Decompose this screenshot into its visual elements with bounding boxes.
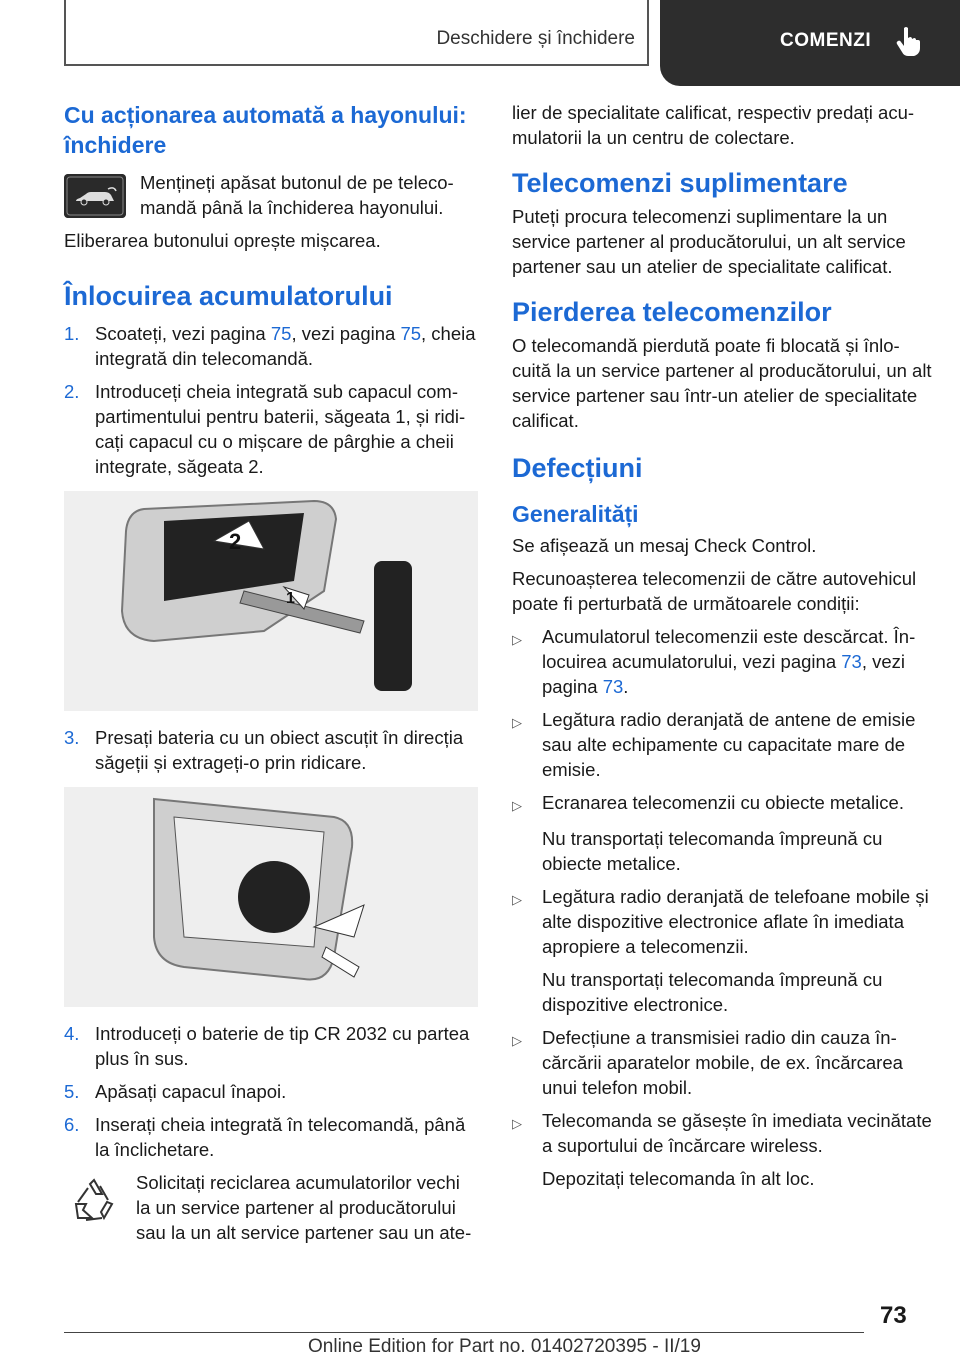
car-tailgate-icon <box>64 174 126 218</box>
heading-battery: Înlocuirea acumulatorului <box>64 281 393 311</box>
step-number: 4. <box>64 1023 80 1044</box>
arrow-label-1: 1 <box>286 590 295 607</box>
battery-illustration <box>64 787 478 1007</box>
list-item <box>512 1025 932 1100</box>
arrow-label-2: 2 <box>229 529 242 554</box>
auto-close-note <box>64 170 478 220</box>
heading-auto-close: Cu acționarea automată a hayonului: închidere <box>64 102 467 158</box>
list-item <box>64 379 478 479</box>
header-rule-left <box>64 0 66 66</box>
recycle-note <box>64 1170 478 1245</box>
footer-rule <box>64 1332 864 1333</box>
list-item <box>64 1021 478 1071</box>
list-item <box>64 725 478 775</box>
page-link[interactable]: 75 <box>400 323 422 344</box>
battery-illustration-svg <box>64 787 478 1007</box>
step-text: Scoateți, vezi pagina 75, vezi pagina 75, cheia integrată din telecomandă. <box>95 323 476 369</box>
fault-list-cont2 <box>512 1025 932 1158</box>
chapter-tab[interactable] <box>660 0 960 86</box>
footer-edition: Online Edition for Part no. 01402720395 - II/19 <box>308 1336 701 1357</box>
list-item <box>512 1108 932 1158</box>
recycle-icon <box>68 1174 120 1226</box>
bullet-triangle-icon: ▷ <box>512 798 522 813</box>
step-text: Presați bateria cu un obiect ascuțit în direcția săgeții și extrageți-o prin ridicare. <box>95 727 464 773</box>
continued-text: lier de specialitate calificat, respectiv predați acumulatorii la un centru de colectare. <box>512 102 915 148</box>
step-number: 1. <box>64 323 80 344</box>
bullet-triangle-icon: ▷ <box>512 892 522 907</box>
header-rule-bottom <box>64 64 648 66</box>
list-item <box>512 707 932 782</box>
step-text: Apăsați capacul înapoi. <box>95 1081 287 1102</box>
list-item <box>64 1079 478 1104</box>
page-link[interactable]: 73 <box>602 676 624 697</box>
bullet-triangle-icon: ▷ <box>512 1033 522 1048</box>
recycle-text: Solicitați reciclarea acumulatorilor vechi la un service partener al producătorului sau la un alt service partener sau un ate- <box>136 1172 472 1243</box>
key-cover-illustration <box>64 491 478 711</box>
right-column <box>512 100 932 1199</box>
step-text: Introduceți cheia integrată sub capacul compartimentului pentru baterii, săgeata 1, și ridicați capacul cu o mișcare de pârghie a cheii integrate, săgeata 2. <box>95 381 466 477</box>
heading-faults: Defecțiuni <box>512 453 643 483</box>
bullet-text: Defecțiune a transmisiei radio din cauza încărcării aparatelor mobile, de ex. încărcarea unui telefon mobil. <box>542 1027 903 1098</box>
lost-remotes-text: O telecomandă pierdută poate fi blocată și înlocuită la un service partener al producătorului, un alt service partener sau într-un atelier de specialitate calificat. <box>512 335 932 431</box>
step-number: 5. <box>64 1081 80 1102</box>
auto-release-text: Eliberarea butonului oprește mișcarea. <box>64 230 381 251</box>
auto-close-text: Mențineți apăsat butonul de pe telecomandă până la închiderea hayonului. <box>140 172 454 218</box>
heading-extra-remotes: Telecomenzi suplimentare <box>512 168 848 198</box>
list-item <box>512 884 932 959</box>
battery-steps <box>64 321 478 479</box>
hand-pointer-icon <box>896 26 922 56</box>
bullet-text: Legătura radio deranjată de antene de emisie sau alte echipamente cu capacitate mare de emisie. <box>542 709 916 780</box>
bullet-text: Acumulatorul telecomenzii este descărcat. Înlocuirea acumulatorului, vezi pagina 73, vezi pagina 73. <box>542 626 916 697</box>
extra-remotes-text: Puteți procura telecomenzi suplimentare la un service partener al producătorului, un alt service partener sau un atelier de specialitate calificat. <box>512 206 906 277</box>
bullet-subtext: Nu transportați telecomanda împreună cu obiecte metalice. <box>542 828 883 874</box>
general-text-2: Recunoașterea telecomenzii de către autovehicul poate fi perturbată de următoarele condiții: <box>512 568 917 614</box>
battery-steps-end <box>64 1021 478 1162</box>
bullet-text: Legătura radio deranjată de telefoane mobile și alte dispozitive electronice aflate în imediata apropiere a telecomenzii. <box>542 886 929 957</box>
heading-lost-remotes: Pierderea telecomenzilor <box>512 297 832 327</box>
step-number: 3. <box>64 727 80 748</box>
page-link[interactable]: 75 <box>270 323 292 344</box>
bullet-subtext: Depozitați telecomanda în alt loc. <box>542 1168 815 1189</box>
step-text: Introduceți o baterie de tip CR 2032 cu partea plus în sus. <box>95 1023 470 1069</box>
left-column <box>64 100 478 1253</box>
header-separator <box>647 0 649 66</box>
page-number: 73 <box>880 1302 907 1329</box>
bullet-text: Telecomanda se găsește în imediata vecinătate a suportului de încărcare wireless. <box>542 1110 932 1156</box>
step-number: 6. <box>64 1114 80 1135</box>
chapter-tab-label: COMENZI <box>780 30 872 51</box>
bullet-subtext: Nu transportați telecomanda împreună cu dispozitive electronice. <box>542 969 883 1015</box>
list-item <box>64 1112 478 1162</box>
bullet-triangle-icon: ▷ <box>512 1116 522 1131</box>
general-text-1: Se afișează un mesaj Check Control. <box>512 535 817 556</box>
list-item <box>512 624 932 699</box>
fault-list <box>512 624 932 818</box>
section-title: Deschidere și închidere <box>436 28 635 49</box>
bullet-triangle-icon: ▷ <box>512 632 522 647</box>
page-link[interactable]: 73 <box>841 651 862 672</box>
bullet-triangle-icon: ▷ <box>512 715 522 730</box>
battery-steps-cont <box>64 725 478 775</box>
step-text: Inserați cheia integrată în telecomandă, până la înclichetare. <box>95 1114 466 1160</box>
step-number: 2. <box>64 381 80 402</box>
list-item <box>64 321 478 371</box>
bullet-text: Ecranarea telecomenzii cu obiecte metalice. <box>542 792 904 813</box>
heading-general: Generalități <box>512 501 639 527</box>
key-illustration-svg <box>64 491 478 711</box>
list-item <box>512 790 932 818</box>
fault-list-cont <box>512 884 932 959</box>
